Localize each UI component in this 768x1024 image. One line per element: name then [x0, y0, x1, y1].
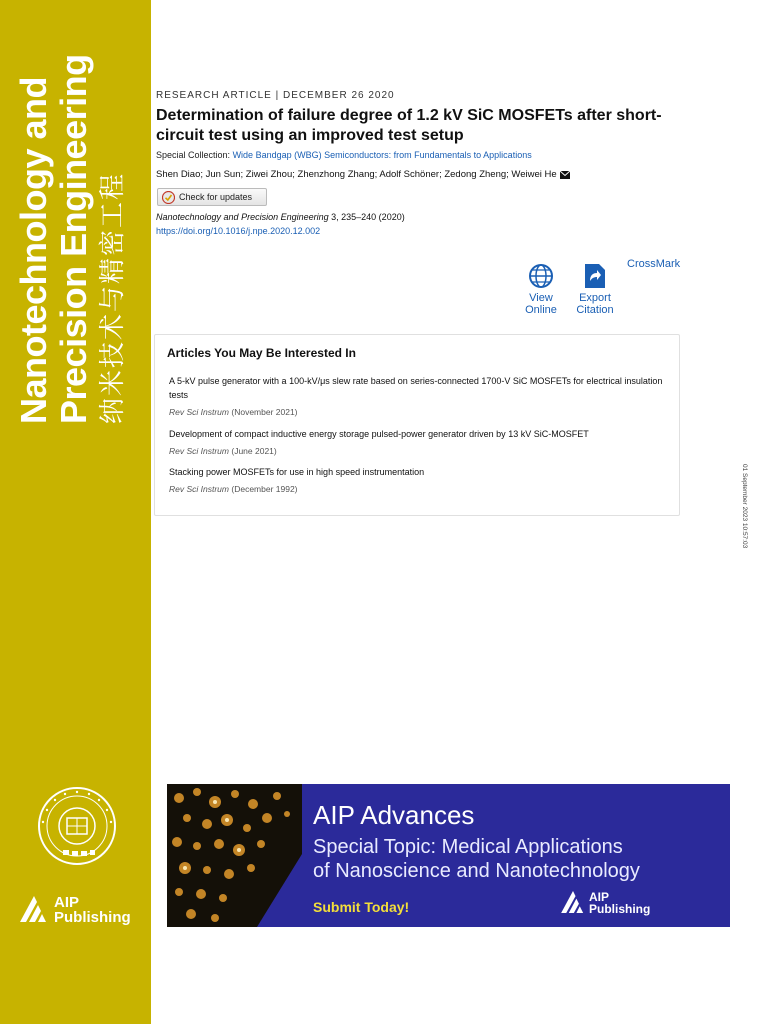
journal-reference — [156, 212, 405, 222]
doi-link[interactable]: https://doi.org/10.1016/j.npe.2020.12.002 — [156, 226, 321, 236]
collection-label: Special Collection: — [156, 150, 231, 160]
banner-headline: AIP Advances — [313, 800, 475, 830]
aip-publishing-logo — [20, 894, 140, 926]
related-article-journal: Rev Sci Instrum — [169, 484, 229, 494]
nanoparticle-image-icon — [167, 784, 302, 927]
journal-title-line1: Nanotechnology and — [13, 76, 54, 424]
view-online-button[interactable] — [518, 264, 564, 316]
related-article[interactable] — [169, 427, 669, 458]
university-seal-icon — [37, 786, 117, 866]
view-online-line2: Online — [525, 304, 557, 316]
related-articles-heading: Articles You May Be Interested In — [167, 346, 356, 360]
related-article-date: (December 1992) — [231, 484, 298, 494]
banner-subhead — [313, 835, 640, 883]
email-icon[interactable] — [560, 171, 570, 179]
related-article-title[interactable]: Development of compact inductive energy storage pulsed-power generator driven by 13 kV SiC-MOSFET — [169, 429, 589, 439]
banner-logo-line1: AIP — [589, 890, 610, 904]
related-article[interactable] — [169, 374, 669, 419]
author-list — [156, 169, 570, 180]
collection-link[interactable]: Wide Bandgap (WBG) Semiconductors: from Fundamentals to Applications — [232, 150, 532, 160]
article-title: Determination of failure degree of 1.2 kV SiC MOSFETs after short-circuit test using an improved test setup — [156, 107, 662, 144]
journal-citation: 3, 235–240 (2020) — [331, 212, 405, 222]
export-citation-line1: Export — [579, 292, 611, 304]
related-article-journal: Rev Sci Instrum — [169, 407, 229, 417]
export-citation-button[interactable] — [570, 264, 620, 316]
aip-logo-line2: Publishing — [54, 909, 131, 926]
related-article-title[interactable]: A 5-kV pulse generator with a 100-kV/μs slew rate based on series-connected 1700-V SiC MOSFETs for electrical insulation tests — [169, 376, 663, 400]
aip-logo-icon — [20, 896, 48, 922]
related-article-source — [169, 444, 669, 458]
banner-logo-line2: Publishing — [589, 902, 651, 916]
globe-icon — [528, 264, 554, 288]
check-updates-label: Check for updates — [179, 192, 253, 202]
journal-title — [14, 44, 128, 424]
crossmark-link[interactable]: CrossMark — [627, 258, 681, 270]
related-article-date: (November 2021) — [231, 407, 298, 417]
journal-title-line2: Precision Engineering — [53, 54, 94, 424]
submit-today-button[interactable]: Submit Today! — [313, 899, 410, 915]
related-article-source — [169, 482, 669, 496]
article-meta: RESEARCH ARTICLE | DECEMBER 26 2020 — [156, 90, 395, 101]
journal-name: Nanotechnology and Precision Engineering — [156, 212, 329, 222]
export-icon — [585, 264, 605, 288]
check-for-updates-button[interactable] — [157, 188, 267, 206]
aip-logo-line1: AIP — [54, 894, 80, 911]
journal-sidebar — [0, 0, 151, 1024]
related-article-title[interactable]: Stacking power MOSFETs for use in high speed instrumentation — [169, 467, 425, 477]
banner-subhead-line2: of Nanoscience and Nanotechnology — [313, 860, 640, 882]
aip-logo-icon — [561, 891, 585, 913]
download-timestamp: 01 September 2023 10:57:03 — [741, 464, 748, 549]
view-online-line1: View — [529, 292, 553, 304]
related-article-source — [169, 405, 669, 419]
aip-advances-banner[interactable] — [167, 784, 730, 927]
authors-text[interactable]: Shen Diao; Jun Sun; Ziwei Zhou; Zhenzhong Zhang; Adolf Schöner; Zedong Zheng; Weiwei He — [156, 169, 557, 180]
related-article-journal: Rev Sci Instrum — [169, 446, 229, 456]
banner-aip-logo — [561, 889, 671, 917]
journal-title-chinese: 纳米技术与精密工程 — [97, 171, 127, 424]
special-collection — [156, 150, 532, 160]
related-article-date: (June 2021) — [231, 446, 277, 456]
banner-subhead-line1: Special Topic: Medical Applications — [313, 836, 623, 858]
export-citation-line2: Citation — [576, 304, 614, 316]
related-article[interactable] — [169, 465, 669, 496]
check-updates-icon — [162, 191, 175, 204]
related-articles-panel — [154, 334, 680, 516]
